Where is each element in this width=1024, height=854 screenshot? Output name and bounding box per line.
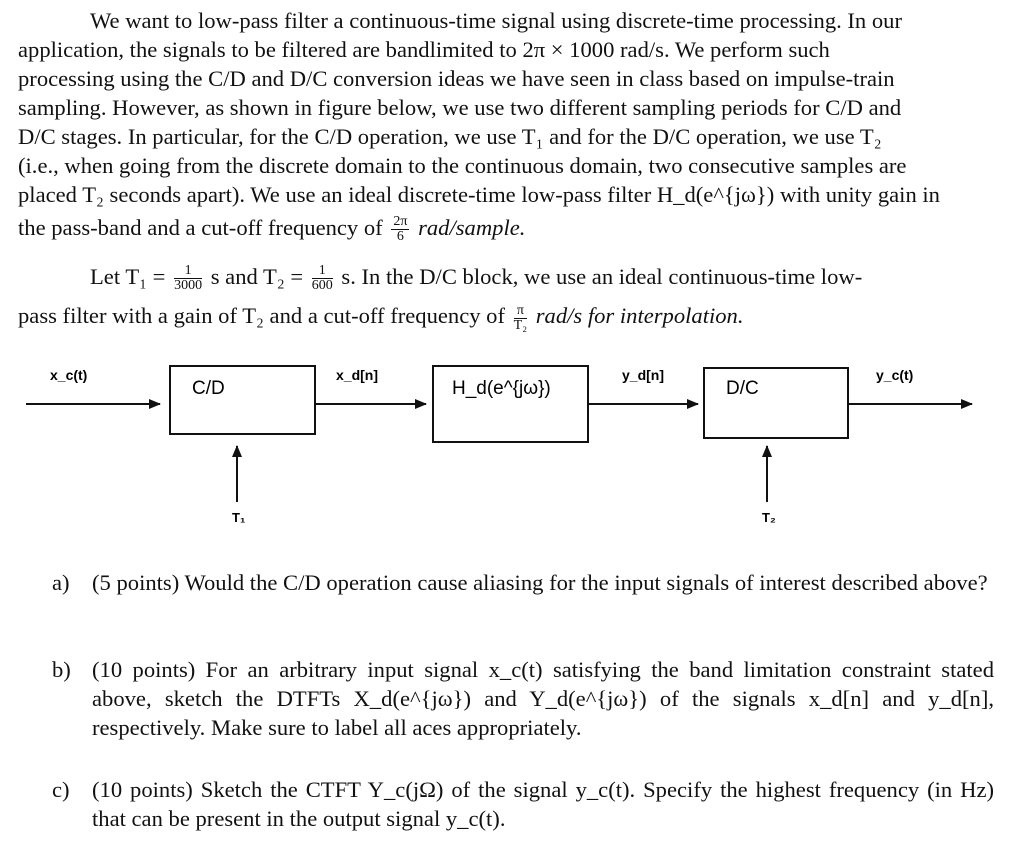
intro-line-4: sampling. However, as shown in figure below, we use two different sampling periods for C/D and (18, 95, 902, 120)
pass-denominator: T₂ (513, 317, 528, 333)
pass-fraction (514, 304, 527, 333)
yd-signal-label: y_d[n] (622, 367, 664, 383)
pass-start: pass filter with a gain of T₂ and a cut-off frequency of (18, 303, 505, 329)
cd-block-label: C/D (192, 378, 225, 399)
intro-line-2: application, the signals to be filtered are bandlimited to 2π × 1000 rad/s. We perform such (18, 37, 830, 62)
question-b (52, 655, 994, 742)
let-start: Let T₁ = (90, 264, 166, 289)
block-diagram (0, 350, 1024, 550)
question-b-text: (10 points) For an arbitrary input signal x_c(t) satisfying the band limitation constraint stated above, sketch the DTFTs X_d(e^{jω}) and Y_d(e^{jω}) of the signals x_d[n] and y_d[n], respectively. Make sure to label all aces appropriately. (92, 657, 994, 740)
t2-denominator: 600 (311, 278, 333, 294)
t2-label: T₂ (762, 510, 776, 525)
cutoff-unit: rad/sample. (418, 215, 526, 240)
pass-numerator: π (514, 304, 527, 319)
let-line (18, 262, 993, 293)
t1-denominator: 3000 (174, 278, 203, 294)
intro-line-6: (i.e., when going from the discrete domain to the continuous domain, two consecutive samples are (18, 153, 907, 178)
pass-line (18, 301, 993, 332)
intro-line-5: D/C stages. In particular, for the C/D operation, we use T₁ and for the D/C operation, we use T₂ (18, 124, 882, 149)
t2-fraction (312, 264, 333, 293)
t1-fraction (174, 264, 202, 293)
cutoff-text: the pass-band and a cut-off frequency of (18, 215, 383, 240)
question-c (52, 775, 994, 833)
question-a (52, 568, 994, 597)
t2-numerator: 1 (312, 264, 333, 279)
let-end: s. In the D/C block, we use an ideal continuous-time low- (341, 264, 863, 289)
output-signal-label: y_c(t) (876, 367, 914, 383)
question-a-text: (5 points) Would the C/D operation cause aliasing for the input signals of interest described above? (92, 570, 988, 595)
problem-statement (18, 6, 993, 244)
intro-line-3: processing using the C/D and D/C conversion ideas we have seen in class based on impulse-train (18, 66, 895, 91)
t1-label: T₁ (232, 510, 246, 525)
t1-numerator: 1 (174, 264, 202, 279)
cutoff-fraction (391, 215, 409, 244)
cutoff-denominator: 6 (396, 229, 404, 245)
xd-signal-label: x_d[n] (336, 367, 378, 383)
dc-block-label: D/C (726, 378, 759, 399)
input-signal-label: x_c(t) (50, 367, 88, 383)
parameters-paragraph (18, 262, 993, 333)
cutoff-numerator: 2π (393, 214, 408, 230)
question-b-label: b) (52, 657, 71, 682)
question-c-label: c) (52, 777, 70, 802)
pass-end: rad/s for interpolation. (535, 303, 744, 329)
intro-line-8 (18, 213, 993, 244)
intro-line-7: placed T₂ seconds apart). We use an ideal discrete-time low-pass filter H_d(e^{jω}) with unity gain in (18, 182, 940, 207)
filter-block-label: H_d(e^{jω}) (452, 378, 551, 399)
question-a-label: a) (52, 570, 70, 595)
let-mid: s and T₂ = (210, 264, 304, 289)
intro-line-1: We want to low-pass filter a continuous-time signal using discrete-time processing. In our (90, 8, 902, 33)
cd-block (170, 366, 315, 434)
question-c-text: (10 points) Sketch the CTFT Y_c(jΩ) of the signal y_c(t). Specify the highest frequency (in Hz) that can be present in the output signal y_c(t). (92, 777, 994, 831)
